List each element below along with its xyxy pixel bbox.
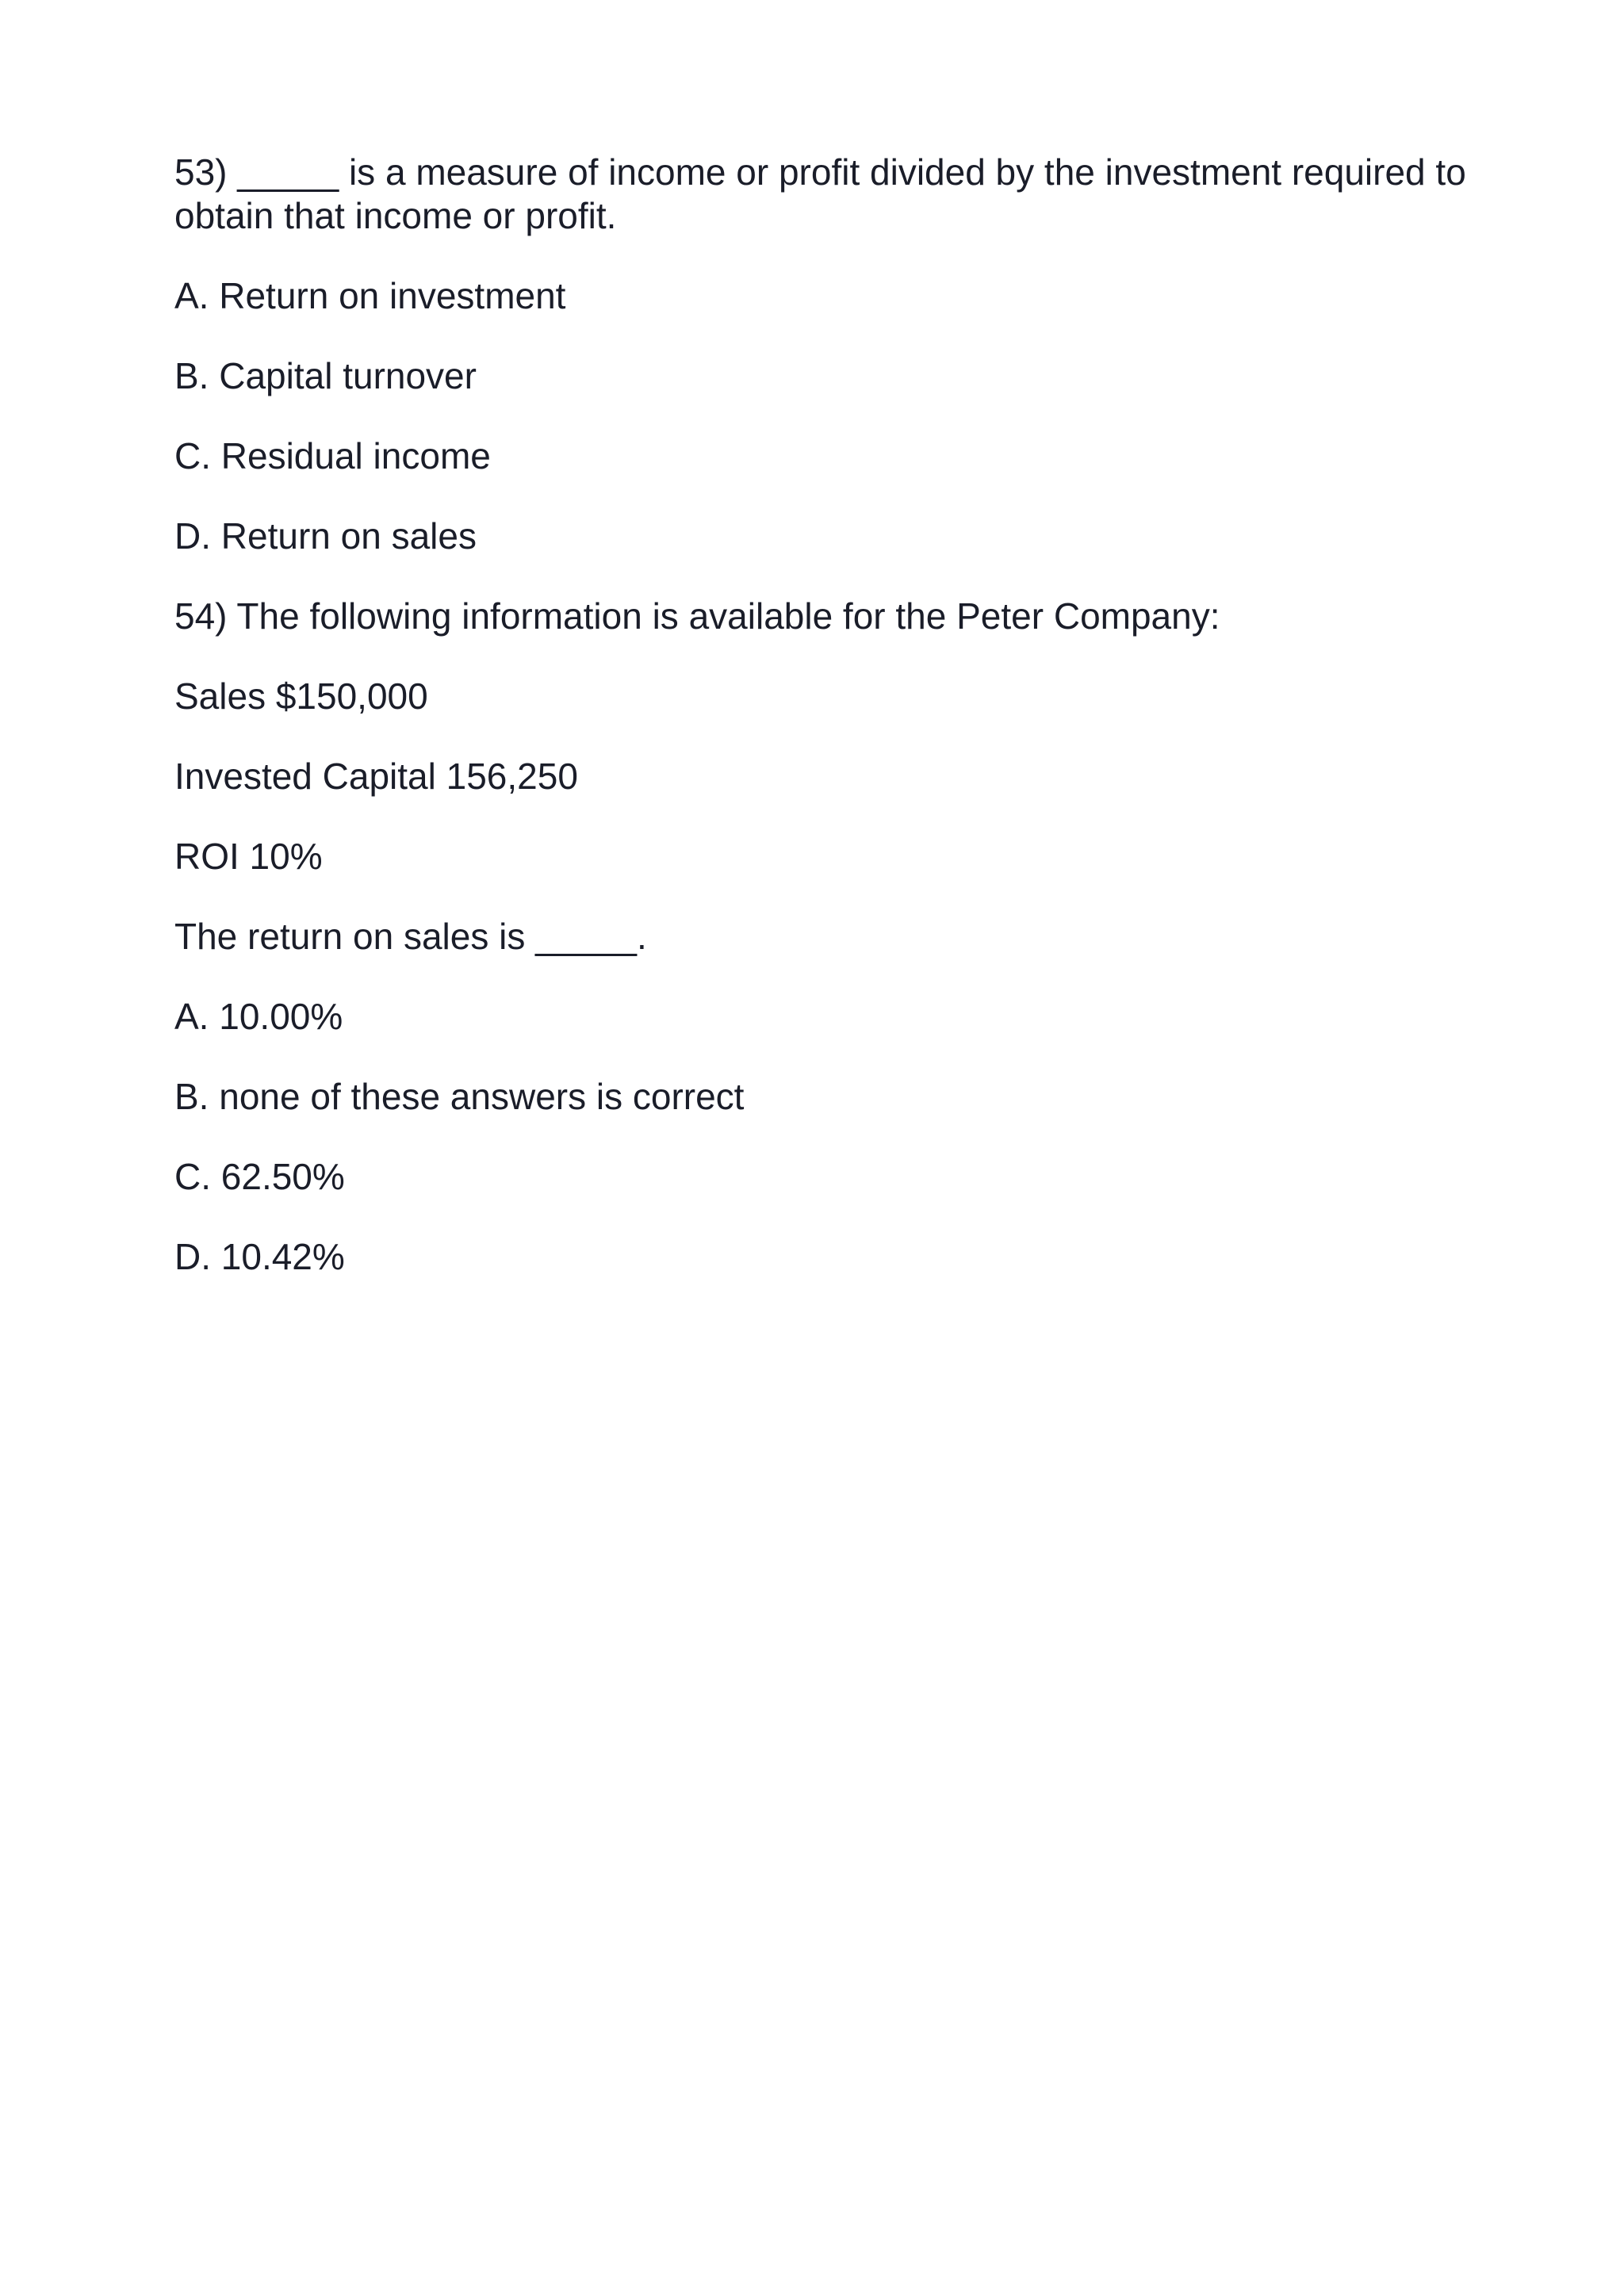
question-54-option-d: D. 10.42%: [174, 1236, 345, 1277]
question-54-prompt: The return on sales is _____.: [174, 916, 647, 957]
question-53-option-b: B. Capital turnover: [174, 355, 477, 396]
question-53-option-a: A. Return on investment: [174, 275, 566, 316]
question-53-stem: 53) _____ is a measure of income or profit divided by the investment required to obtain that income or profit.: [174, 151, 1477, 236]
question-54-info-roi: ROI 10%: [174, 836, 323, 877]
question-54-option-a: A. 10.00%: [174, 996, 343, 1037]
question-53-option-c: C. Residual income: [174, 435, 491, 476]
question-54-stem: 54) The following information is available for the Peter Company:: [174, 595, 1220, 637]
question-54-option-c: C. 62.50%: [174, 1156, 345, 1197]
document-content: [174, 151, 1507, 1315]
question-53-option-d: D. Return on sales: [174, 515, 477, 557]
question-54-info-sales: Sales $150,000: [174, 675, 428, 717]
question-54-option-b: B. none of these answers is correct: [174, 1076, 745, 1117]
question-54-info-invested-capital: Invested Capital 156,250: [174, 756, 578, 797]
